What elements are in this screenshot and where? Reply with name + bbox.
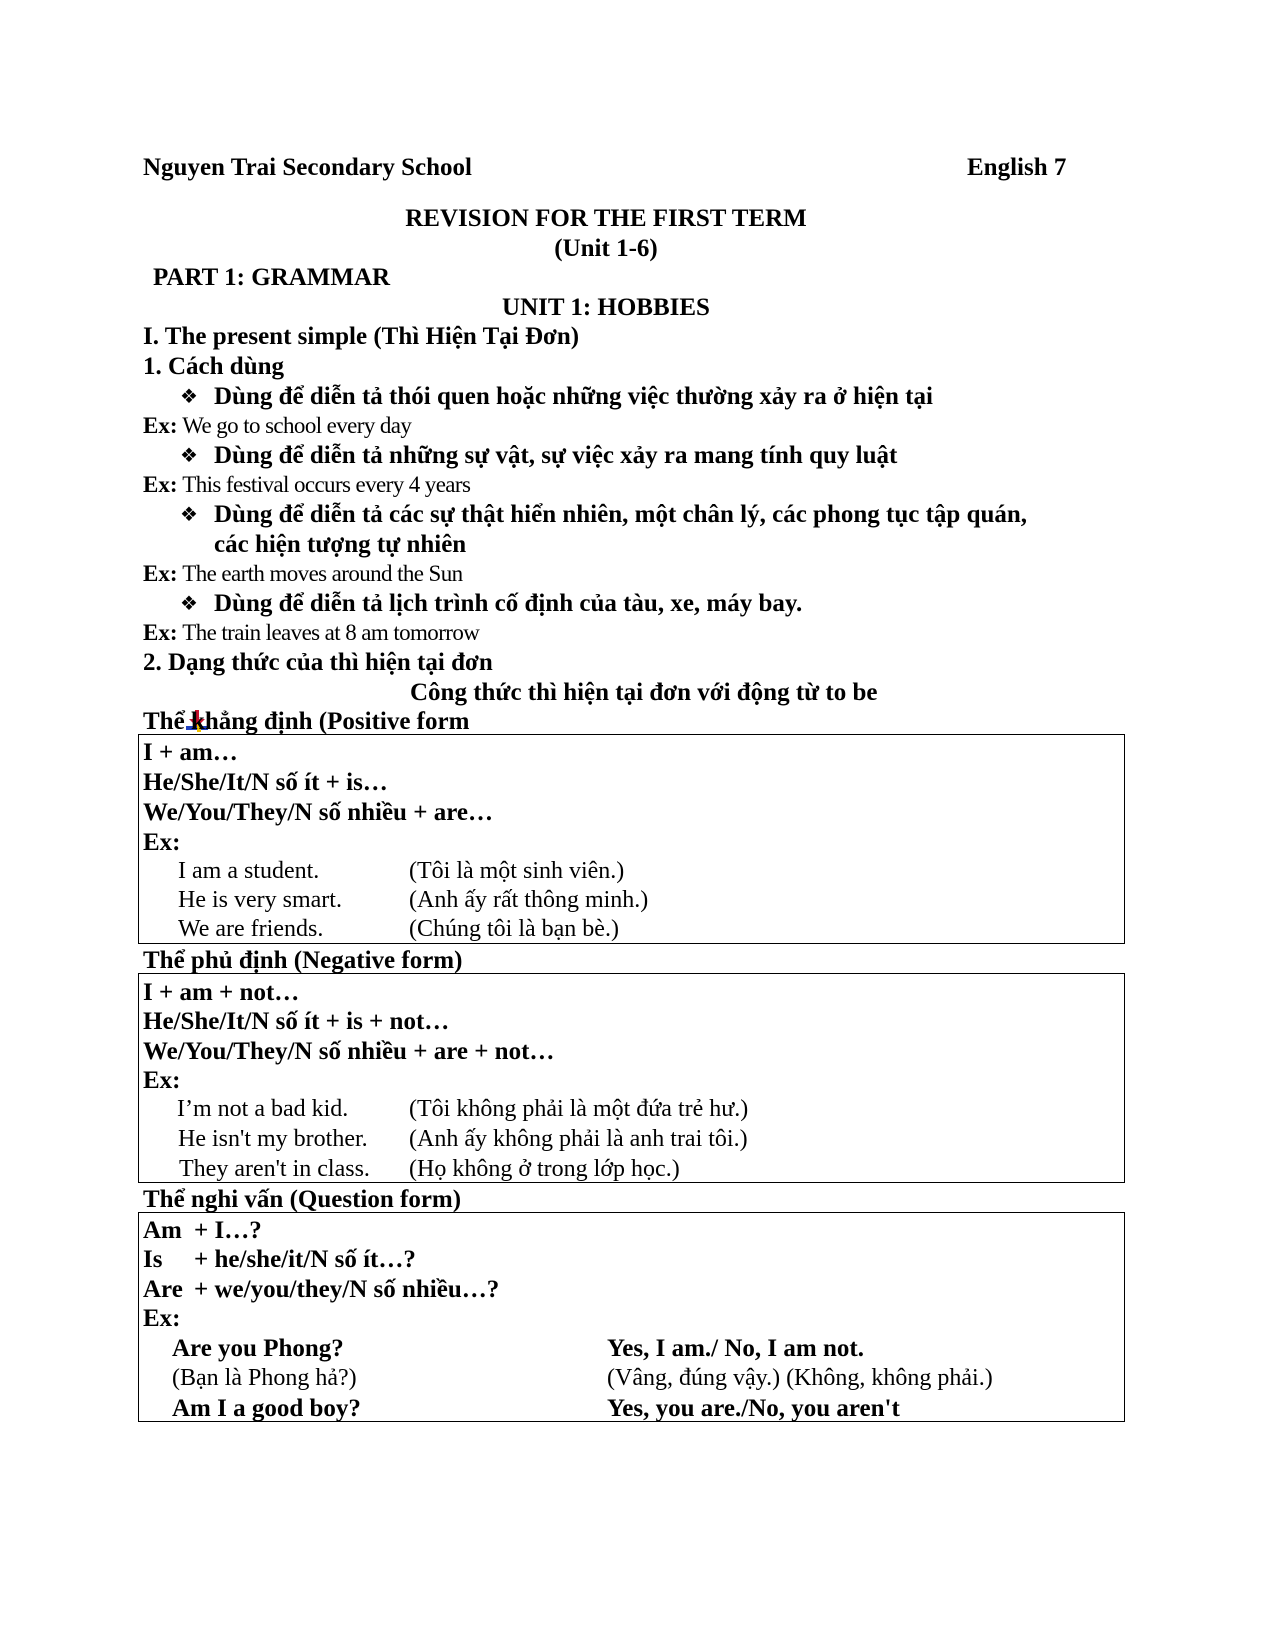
question-rule-rest: + he/she/it/N số ít…?	[194, 1246, 416, 1273]
diamond-bullet-icon: ❖	[180, 386, 198, 408]
question-heading: Thể nghi vấn (Question form)	[143, 1186, 462, 1213]
positive-example-vi: (Chúng tôi là bạn bè.)	[409, 916, 619, 942]
negative-rule: I + am + not…	[143, 979, 300, 1006]
positive-heading: Thể khẳng định (Positive form	[143, 708, 470, 735]
usage-text-continued: các hiện tượng tự nhiên	[214, 531, 467, 558]
usage-example: Ex: We go to school every day	[143, 413, 412, 438]
page-subtitle: (Unit 1-6)	[554, 235, 658, 262]
question-example-q-vi: (Bạn là Phong hả?)	[172, 1365, 357, 1391]
positive-example-en: We are friends.	[178, 916, 324, 942]
question-ex-label: Ex:	[143, 1305, 181, 1332]
unit-heading: UNIT 1: HOBBIES	[502, 294, 710, 321]
page-title: REVISION FOR THE FIRST TERM	[405, 205, 807, 232]
negative-example-vi: (Tôi không phải là một đứa trẻ hư.)	[409, 1096, 749, 1122]
positive-example-vi: (Tôi là một sinh viên.)	[409, 858, 625, 884]
question-example-a-vi: (Vâng, đúng vậy.) (Không, không phải.)	[607, 1365, 993, 1391]
negative-example-en: They aren't in class.	[179, 1156, 370, 1182]
usage-heading: 1. Cách dùng	[143, 353, 285, 380]
positive-rule: I + am…	[143, 739, 238, 766]
question-example-a: Yes, you are./No, you aren't	[607, 1395, 900, 1422]
usage-text: Dùng để diễn tả thói quen hoặc những việc thường xảy ra ở hiện tại	[214, 383, 933, 410]
usage-example: Ex: This festival occurs every 4 years	[143, 472, 471, 497]
negative-example-vi: (Anh ấy không phải là anh trai tôi.)	[409, 1126, 748, 1152]
positive-example-vi: (Anh ấy rất thông minh.)	[409, 887, 649, 913]
usage-example: Ex: The train leaves at 8 am tomorrow	[143, 620, 480, 645]
usage-text: Dùng để diễn tả những sự vật, sự việc xảy ra mang tính quy luật	[214, 442, 898, 469]
negative-example-en: I’m not a bad kid.	[177, 1096, 349, 1122]
question-rule-verb: Are	[143, 1276, 183, 1303]
section-heading: I. The present simple (Thì Hiện Tại Đơn)	[143, 323, 580, 350]
question-example-q: Are you Phong?	[172, 1335, 344, 1362]
question-example-q: Am I a good boy?	[172, 1395, 361, 1422]
negative-heading: Thể phủ định (Negative form)	[143, 947, 463, 974]
question-rule-rest: + I…?	[194, 1217, 262, 1244]
question-rule-rest: + we/you/they/N số nhiều…?	[194, 1276, 500, 1303]
positive-ex-label: Ex:	[143, 829, 181, 856]
negative-rule: We/You/They/N số nhiều + are + not…	[143, 1038, 555, 1065]
form-heading: 2. Dạng thức của thì hiện tại đơn	[143, 649, 493, 676]
negative-example-vi: (Họ không ở trong lớp học.)	[409, 1156, 680, 1182]
negative-example-en: He isn't my brother.	[178, 1126, 368, 1152]
subject-name: English 7	[967, 154, 1067, 181]
diamond-bullet-icon: ❖	[180, 445, 198, 467]
positive-rule: We/You/They/N số nhiều + are…	[143, 799, 493, 826]
usage-text: Dùng để diễn tả lịch trình cố định của tàu, xe, máy bay.	[214, 590, 803, 617]
question-example-a: Yes, I am./ No, I am not.	[607, 1335, 864, 1362]
positive-example-en: I am a student.	[178, 858, 320, 884]
part-heading: PART 1: GRAMMAR	[153, 264, 391, 291]
positive-example-en: He is very smart.	[178, 887, 342, 913]
diamond-bullet-icon: ❖	[180, 504, 198, 526]
question-rule-verb: Am	[143, 1217, 182, 1244]
diamond-bullet-icon: ❖	[180, 593, 198, 615]
negative-rule: He/She/It/N số ít + is + not…	[143, 1008, 450, 1035]
usage-text: Dùng để diễn tả các sự thật hiển nhiên, một chân lý, các phong tục tập quán,	[214, 501, 1028, 528]
usage-example: Ex: The earth moves around the Sun	[143, 561, 463, 586]
question-rule-verb: Is	[143, 1246, 163, 1273]
formula-title: Công thức thì hiện tại đơn với động từ to be	[410, 679, 878, 706]
positive-rule: He/She/It/N số ít + is…	[143, 769, 388, 796]
negative-ex-label: Ex:	[143, 1067, 181, 1094]
school-name: Nguyen Trai Secondary School	[143, 154, 472, 181]
